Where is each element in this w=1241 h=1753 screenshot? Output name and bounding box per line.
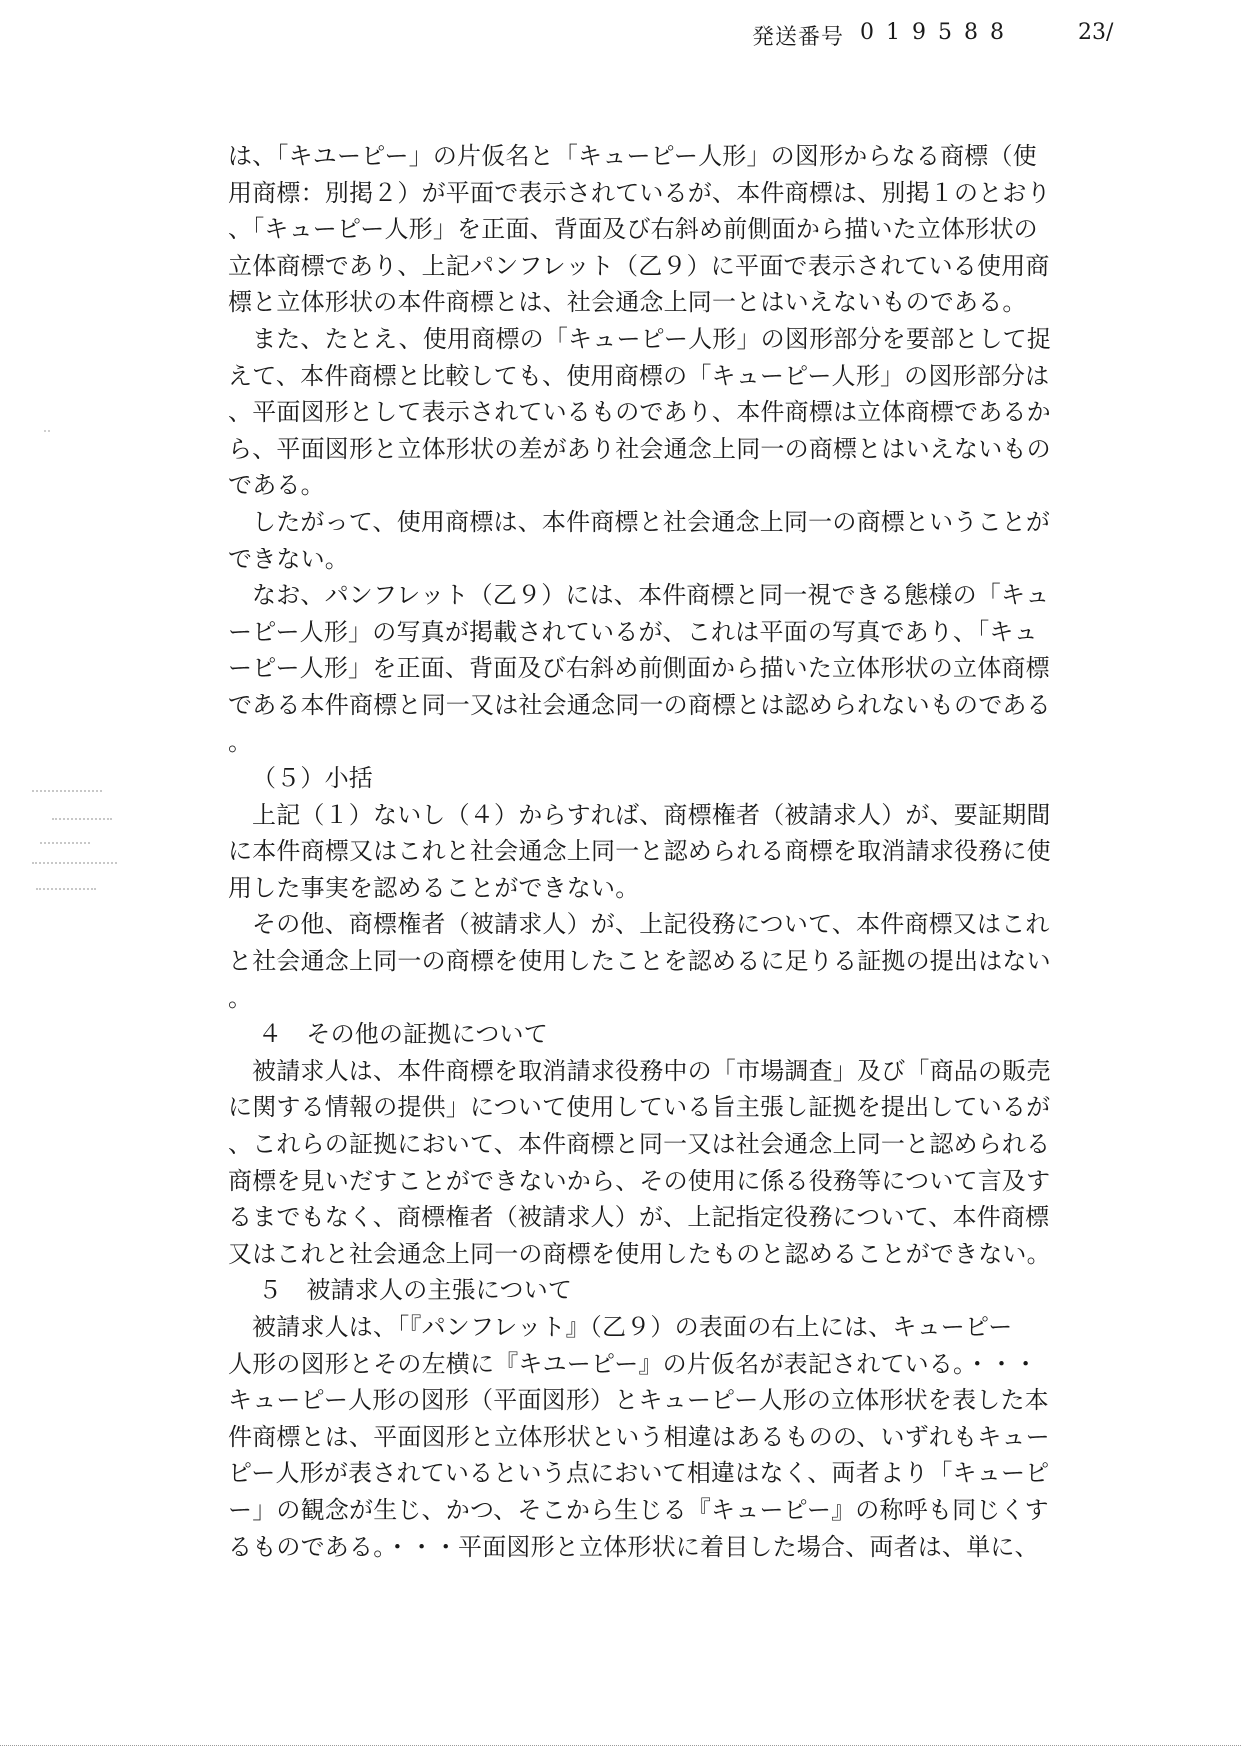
body-line: 件商標とは、平面図形と立体形状という相違はあるものの、いずれもキュー: [228, 1422, 1050, 1451]
body-line: 用商標：別掲２）が平面で表示されているが、本件商標は、別掲１のとおり: [228, 178, 1051, 207]
body-line: に本件商標又はこれと社会通念上同一と認められる商標を取消請求役務に使: [228, 837, 1051, 866]
body-line: るまでもなく、商標権者（被請求人）が、上記指定役務について、本件商標: [228, 1203, 1050, 1232]
document-body: [228, 138, 1088, 1565]
body-line: 用した事実を認めることができない。: [228, 873, 640, 902]
body-line: ー」の観念が生じ、かつ、そこから生じる『キューピー』の称呼も同じくす: [228, 1495, 1049, 1524]
paragraph-start-line: 上記（１）ないし（４）からすれば、商標権者（被請求人）が、要証期間: [252, 800, 1051, 829]
body-line: 又はこれと社会通念上同一の商標を使用したものと認めることができない。: [228, 1239, 1051, 1268]
page-number: 23/: [1078, 20, 1114, 45]
page-header: [752, 20, 1132, 60]
body-line: 商標を見いだすことができないから、その使用に係る役務等について言及す: [228, 1166, 1051, 1195]
body-line: 。: [228, 983, 253, 1012]
body-line: と社会通念上同一の商標を使用したことを認めるに足りる証拠の提出はない: [228, 947, 1051, 976]
scan-artifact: [44, 430, 50, 438]
body-line: ーピー人形」の写真が掲載されているが、これは平面の写真であり、「キュ: [228, 617, 1038, 646]
scan-artifact: [40, 842, 90, 850]
body-line: 。: [228, 727, 253, 756]
body-line: るものである。・・・平面図形と立体形状に着目した場合、両者は、単に、: [228, 1532, 1039, 1561]
body-line: ピー人形が表されているという点において相違はなく、両者より「キューピ: [228, 1459, 1050, 1488]
body-line: は、「キユーピー」の片仮名と「キューピー人形」の図形からなる商標（使: [228, 142, 1037, 170]
section-heading: ４ その他の証拠について: [258, 1020, 548, 1049]
scan-artifact: [36, 888, 96, 896]
paragraph-start-line: 被請求人は、本件商標を取消請求役務中の「市場調査」及び「商品の販売: [252, 1056, 1051, 1085]
paragraph-start-line: なお、パンフレット（乙９）には、本件商標と同一視できる態様の「キュ: [252, 581, 1050, 610]
page-bottom-rule: [0, 1745, 1241, 1746]
paragraph-start-line: また、たとえ、使用商標の「キューピー人形」の図形部分を要部として捉: [252, 324, 1052, 353]
dispatch-number-label: 発送番号: [752, 25, 845, 50]
scan-artifact: [52, 818, 112, 826]
body-line: 、これらの証拠において、本件商標と同一又は社会通念上同一と認められる: [228, 1130, 1051, 1159]
body-line: に関する情報の提供」について使用している旨主張し証拠を提出しているが: [228, 1093, 1051, 1122]
body-line: 人形の図形とその左横に『キユーピー』の片仮名が表記されている。・・・: [228, 1349, 1038, 1378]
scan-artifact: [32, 790, 102, 798]
body-line: 、「キューピー人形」を正面、背面及び右斜め前側面から描いた立体形状の: [228, 215, 1038, 244]
body-line: キューピー人形の図形（平面図形）とキューピー人形の立体形状を表した本: [228, 1386, 1049, 1415]
body-line: 立体商標であり、上記パンフレット（乙９）に平面で表示されている使用商: [228, 251, 1050, 280]
body-line: である。: [228, 471, 325, 500]
paragraph-start-line: 被請求人は、「『パンフレット』（乙９）の表面の右上には、キューピー: [252, 1313, 1013, 1341]
paragraph-start-line: したがって、使用商標は、本件商標と社会通念上同一の商標ということが: [252, 507, 1051, 536]
body-line: えて、本件商標と比較しても、使用商標の「キューピー人形」の図形部分は: [228, 361, 1050, 390]
body-line: ーピー人形」を正面、背面及び右斜め前側面から描いた立体形状の立体商標: [228, 654, 1050, 683]
body-line: 、平面図形として表示されているものであり、本件商標は立体商標であるか: [228, 398, 1051, 427]
paragraph-start-line: その他、商標権者（被請求人）が、上記役務について、本件商標又はこれ: [252, 910, 1050, 939]
body-line: 標と立体形状の本件商標とは、社会通念上同一とはいえないものである。: [228, 288, 1027, 317]
section-heading: ５ 被請求人の主張について: [258, 1276, 573, 1305]
section-heading: （５）小括: [252, 764, 373, 793]
scan-artifact: [32, 862, 117, 870]
dispatch-number: 019588: [860, 20, 1016, 45]
body-line: である本件商標と同一又は社会通念同一の商標とは認められないものである: [228, 690, 1051, 719]
body-line: ら、平面図形と立体形状の差があり社会通念上同一の商標とはいえないもの: [228, 434, 1051, 463]
body-line: できない。: [228, 544, 349, 573]
